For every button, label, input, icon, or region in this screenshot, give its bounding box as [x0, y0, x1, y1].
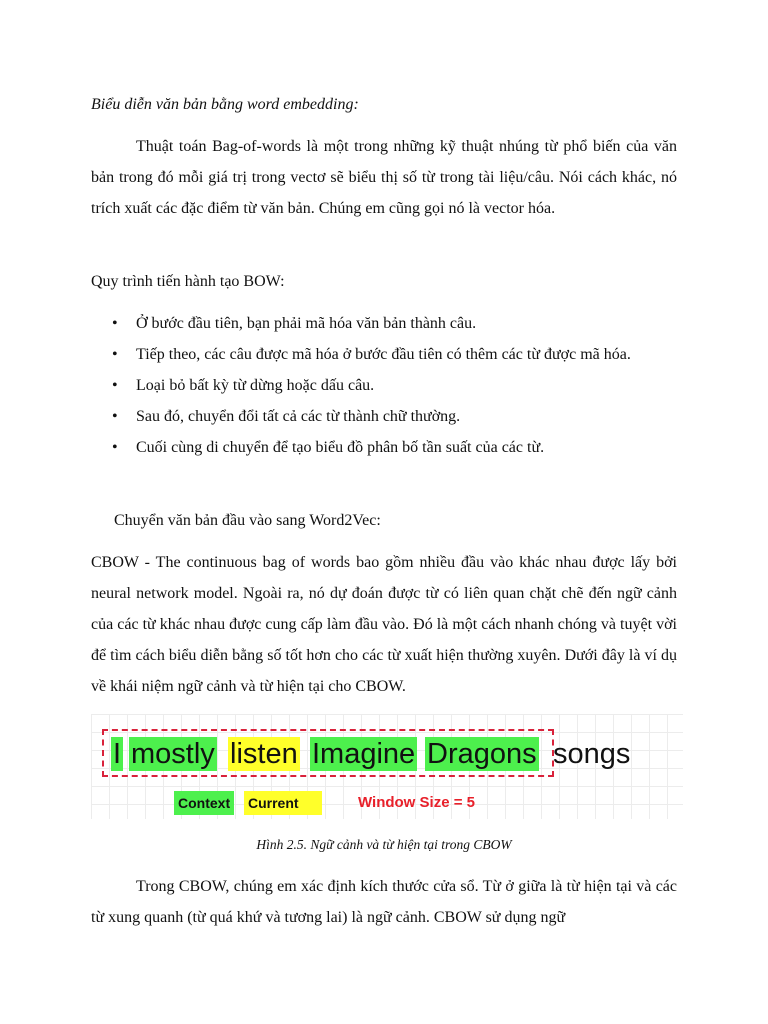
cbow-figure — [91, 714, 683, 819]
legend-window-size: Window Size = 5 — [358, 794, 475, 811]
context-word: mostly — [131, 738, 215, 770]
context-word: I — [113, 738, 122, 770]
step-text: Sau đó, chuyển đổi tất cả các từ thành chữ thường. — [136, 408, 461, 425]
list-item — [91, 339, 677, 370]
paragraph-window: Trong CBOW, chúng em xác định kích thước cửa sổ. Từ ở giữa là từ hiện tại và các từ xung quanh (từ quá khứ và tương lai) là ngữ cảnh. CBOW sử dụng ngữ — [91, 878, 677, 926]
list-item — [91, 432, 677, 463]
paragraph-cbow: CBOW - The continuous bag of words bao gồm nhiều đầu vào khác nhau được lấy bởi neural network model. Ngoài ra, nó dự đoán được từ có liên quan chặt chẽ đến ngữ cảnh của các từ khác nhau được cung cấp làm đầu vào. Đó là một cách nhanh chóng và tuyệt vời để tìm cách biểu diễn bằng số tốt hơn cho các từ xuất hiện thường xuyên. Dưới đây là ví dụ về khái niệm ngữ cảnh và từ hiện tại cho CBOW. — [91, 554, 677, 695]
bullet-icon: • — [112, 346, 118, 363]
bullet-icon: • — [112, 377, 118, 394]
process-title: Quy trình tiến hành tạo BOW: — [91, 273, 285, 290]
bullet-icon: • — [112, 315, 118, 332]
legend-current: Current — [244, 791, 322, 815]
paragraph-bow-intro: Thuật toán Bag-of-words là một trong những kỹ thuật nhúng từ phổ biến của văn bản trong đó mỗi giá trị trong vectơ sẽ biểu thị số từ trong tài liệu/câu. Nói cách khác, nó trích xuất các đặc điểm từ văn bản. Chúng em cũng gọi nó là vector hóa. — [91, 138, 677, 217]
list-item — [91, 370, 677, 401]
step-text: Ở bước đầu tiên, bạn phải mã hóa văn bản thành câu. — [136, 315, 477, 332]
list-item — [91, 401, 677, 432]
bullet-icon: • — [112, 439, 118, 456]
list-item — [91, 308, 677, 339]
current-word: listen — [230, 738, 298, 770]
section-heading: Biểu diễn văn bản bằng word embedding: — [91, 96, 359, 113]
bullet-icon: • — [112, 408, 118, 425]
legend-context: Context — [174, 791, 234, 815]
figure-caption: Hình 2.5. Ngữ cảnh và từ hiện tại trong CBOW — [256, 837, 512, 852]
word2vec-title: Chuyển văn bản đầu vào sang Word2Vec: — [114, 512, 381, 529]
context-word: Dragons — [427, 738, 537, 770]
context-word: Imagine — [312, 738, 416, 770]
step-text: Cuối cùng di chuyển để tạo biểu đồ phân bố tần suất của các từ. — [136, 439, 545, 456]
steps-list — [91, 308, 677, 463]
step-text: Tiếp theo, các câu được mã hóa ở bước đầu tiên có thêm các từ được mã hóa. — [136, 346, 631, 363]
outside-word: songs — [553, 738, 631, 770]
step-text: Loại bỏ bất kỳ từ dừng hoặc dấu câu. — [136, 377, 375, 394]
